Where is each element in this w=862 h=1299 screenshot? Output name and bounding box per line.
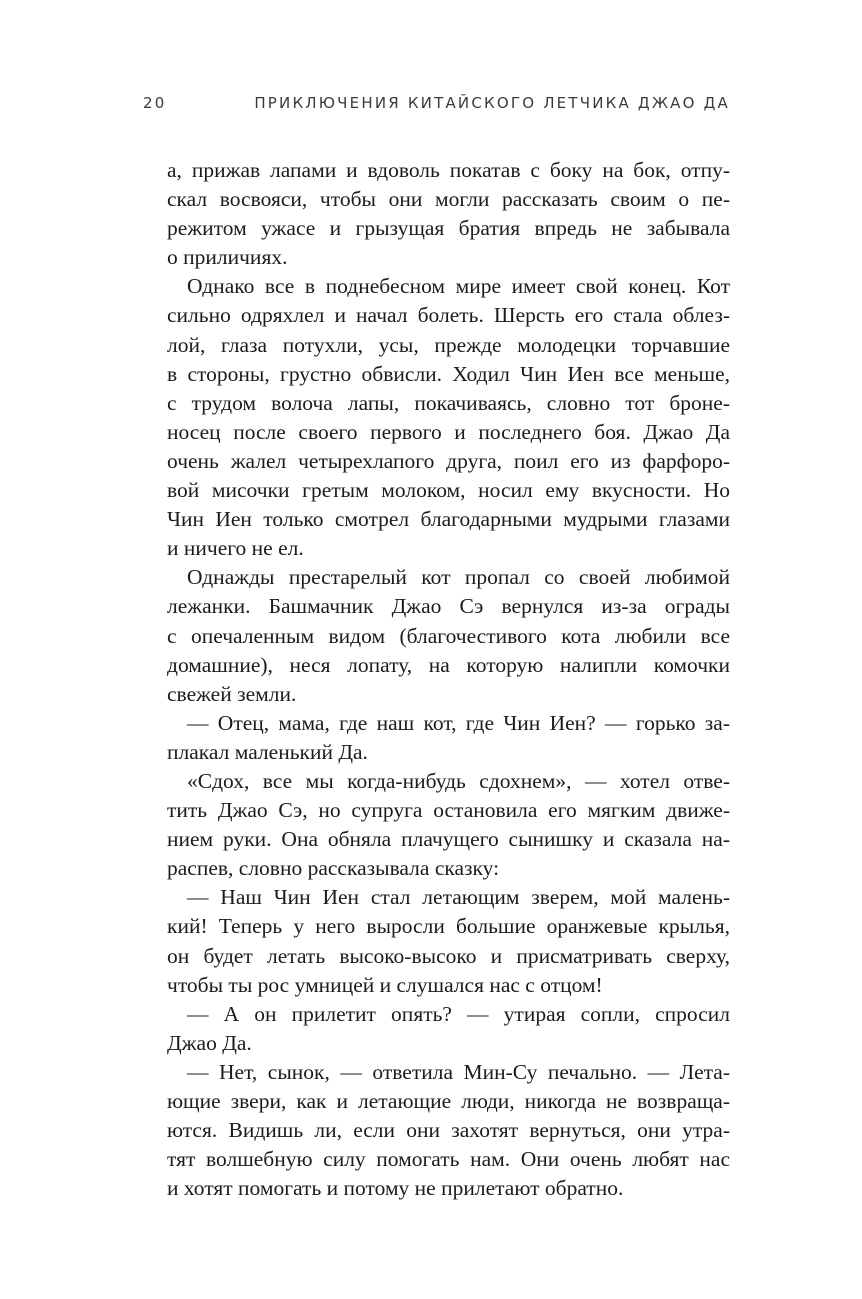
text-line: с опечаленным видом (благочестивого кота любили все [167,623,730,648]
text-line: режитом ужасе и грызущая братия впредь не забывала [167,216,730,241]
paragraph [167,709,730,767]
text-line: — Отец, мама, где наш кот, где Чин Иен? — горько за- [187,710,730,735]
text-line: сильно одряхлел и начал болеть. Шерсть его стала облез- [167,303,730,328]
text-line: — Наш Чин Иен стал летающим зверем, мой малень- [187,885,730,910]
text-line: распев, словно рассказывала сказку: [167,856,500,881]
text-line: лой, глаза потухли, усы, прежде молодецки торчавшие [167,332,730,357]
text-line: нием руки. Она обняла плачущего сынишку и сказала на- [167,827,730,852]
paragraph [167,563,730,708]
text-line: домашние), неся лопату, на которую налипли комочки [167,652,730,677]
text-line: Однако все в поднебесном мире имеет свой конец. Кот [187,274,730,299]
paragraph [167,1000,730,1058]
text-line: ются. Видишь ли, если они захотят вернуться, они утра- [167,1118,730,1143]
paragraph [167,883,730,999]
text-line: с трудом волоча лапы, покачиваясь, словно тот броне- [167,390,730,415]
text-line: «Сдох, все мы когда-нибудь сдохнем», — хотел отве- [187,768,730,793]
text-line: вой мисочки гретым молоком, носил ему вкусности. Но [167,478,730,503]
text-line: кий! Теперь у него выросли большие оранжевые крылья, [167,914,730,939]
text-line: в стороны, грустно обвисли. Ходил Чин Иен все меньше, [167,361,730,386]
text-line: свежей земли. [167,681,297,706]
running-head [143,94,730,118]
text-line: плакал маленький Да. [167,739,368,764]
page-number: 20 [143,94,167,112]
body-text [167,156,730,1203]
text-line: Однажды престарелый кот пропал со своей любимой [187,565,730,590]
text-line: о приличиях. [167,245,288,270]
text-line: — Нет, сынок, — ответила Мин-Су печально. — Лета- [187,1059,730,1084]
text-line: чтобы ты рос умницей и слушался нас с отцом! [167,972,603,997]
text-line: и хотят помогать и потому не прилетают обратно. [167,1176,624,1201]
paragraph [167,272,730,563]
text-line: ющие звери, как и летающие люди, никогда не возвраща- [167,1089,730,1113]
text-line: лежанки. Башмачник Джао Сэ вернулся из-за ограды [167,594,730,619]
text-line: скал восвояси, чтобы они могли рассказать своим о пе- [167,187,730,212]
text-line: тят волшебную силу помогать нам. Они очень любят нас [167,1147,730,1172]
paragraph [167,1058,730,1203]
paragraph [167,767,730,883]
text-line: Джао Да. [167,1030,252,1055]
text-line: и ничего не ел. [167,536,304,561]
paragraph [167,156,730,272]
text-line: носец после своего первого и последнего боя. Джао Да [167,419,730,444]
text-line: — А он прилетит опять? — утирая сопли, спросил [187,1001,730,1026]
text-line: очень жалел четырехлапого друга, поил его из фарфоро- [167,448,730,473]
text-line: Чин Иен только смотрел благодарными мудрыми глазами [167,507,730,532]
text-line: а, прижав лапами и вдоволь покатав с боку на бок, отпу- [167,158,730,182]
text-line: он будет летать высоко-высоко и присматривать сверху, [167,943,730,968]
running-title: ПРИКЛЮЧЕНИЯ КИТАЙСКОГО ЛЕТЧИКА ДЖАО ДА [254,94,730,112]
text-line: тить Джао Сэ, но супруга остановила его мягким движе- [167,798,730,823]
